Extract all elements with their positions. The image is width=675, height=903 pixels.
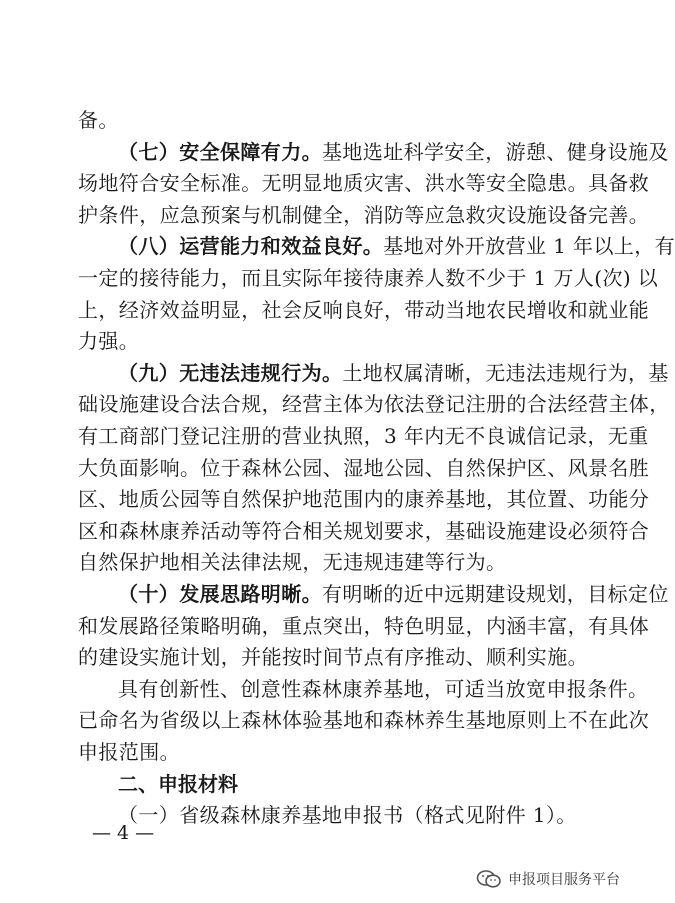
text-line: （九）无违法违规行为。土地权属清晰，无违法违规行为，基 [118,361,669,385]
item-label: （七）安全保障有力。 [118,140,322,164]
wechat-icon [476,869,502,889]
text-line: 具有创新性、创意性森林康养基地，可适当放宽申报条件。 [118,677,649,701]
item-label: （八）运营能力和效益良好。 [118,234,384,258]
text-line: （八）运营能力和效益良好。基地对外开放营业 1 年以上，有 [118,234,675,258]
text-line: 大负面影响。位于森林公园、湿地公园、自然保护区、风景名胜 [78,456,650,480]
section-heading: 二、申报材料 [118,772,238,796]
item-label: （九）无违法违规行为。 [118,361,343,385]
text-line: 力强。 [78,329,140,353]
watermark-text: 申报项目服务平台 [508,872,620,888]
text-line: 上，经济效益明显，社会反响良好，带动当地农民增收和就业能 [78,298,650,322]
text-line: 础设施建设合法合规，经营主体为依法登记注册的合法经营主体， [78,392,670,416]
text-line: 的建设实施计划，并能按时间节点有序推动、顺利实施。 [78,645,588,669]
text-line: 区和森林康养活动等符合相关规划要求，基础设施建设必须符合 [78,519,650,543]
text-line: 护条件，应急预案与机制健全，消防等应急救灾设施设备完善。 [78,203,650,227]
item-label: （十）发展思路明晰。 [118,582,322,606]
watermark [476,869,620,889]
text-line: 有工商部门登记注册的营业执照，3 年内无不良诚信记录，无重 [78,424,649,448]
text-line: 自然保护地相关法律法规，无违规违建等行为。 [78,550,507,574]
text-line: （十）发展思路明晰。有明晰的近中远期建设规划，目标定位 [118,582,669,606]
text-line: 区、地质公园等自然保护地范围内的康养基地，其位置、功能分 [78,487,650,511]
text-line: 已命名为省级以上森林体验基地和森林养生基地原则上不在此次 [78,708,650,732]
page-number: — 4 — [92,822,155,844]
text-line: 一定的接待能力，而且实际年接待康养人数不少于 1 万人(次) 以 [78,266,659,290]
text-line: 场地符合安全标准。无明显地质灾害、洪水等安全隐患。具备救 [78,171,650,195]
text-line: 备。 [78,108,119,132]
text-line: 和发展路径策略明确，重点突出，特色明显，内涵丰富，有具体 [78,614,650,638]
text-line: （七）安全保障有力。基地选址科学安全，游憩、健身设施及 [118,140,669,164]
text-line: （一）省级森林康养基地申报书（格式见附件 1）。 [118,803,577,827]
text-line: 申报范围。 [78,740,180,764]
